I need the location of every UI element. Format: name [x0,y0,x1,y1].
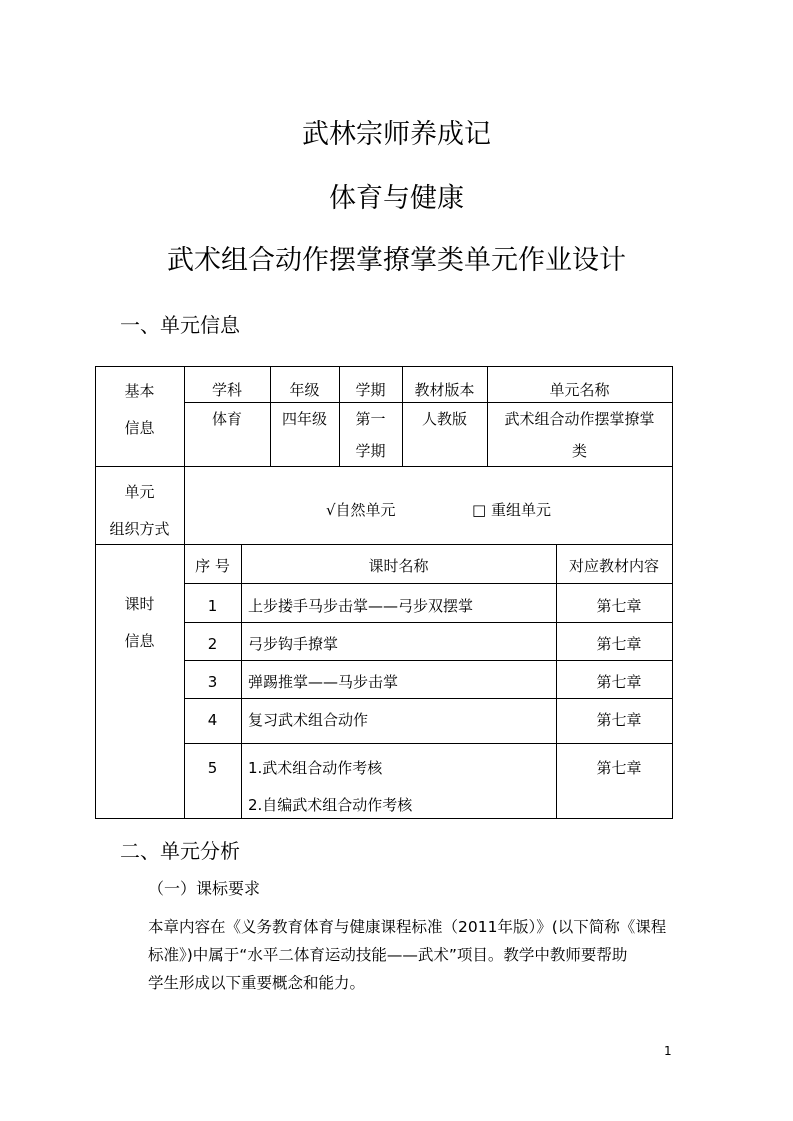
row-number: 4 [207,711,218,729]
row-content: 第七章 [596,673,642,691]
header-term: 学期 [355,381,386,399]
subject-value: 体育 [211,410,242,428]
row-number: 5 [207,759,218,777]
organization-label: 单元 [124,483,155,501]
row-lesson-name: 1.武术组合动作考核 [248,759,383,777]
edition-value: 人教版 [421,410,467,428]
header-grade: 年级 [289,381,320,399]
lessons-label: 课时 [124,595,155,613]
paragraph-line: 本章内容在《义务教育体育与健康课程标准（2011年版）》(以下简称《课程 [148,918,667,936]
document-title: 武林宗师养成记 [302,119,491,150]
header-subject: 学科 [211,381,242,399]
row-number: 1 [207,597,218,615]
row-content: 第七章 [596,597,642,615]
section-heading-unit-analysis: 二、单元分析 [120,839,240,863]
row-lesson-name: 复习武术组合动作 [248,711,369,729]
grade-value: 四年级 [281,410,327,428]
section-heading-unit-info: 一、单元信息 [120,313,240,337]
row-content: 第七章 [596,759,642,777]
row-lesson-name: 弹踢推掌——马步击掌 [248,673,399,691]
header-unit-name: 单元名称 [549,381,610,399]
row-number: 3 [207,673,218,691]
unit-name-value: 武术组合动作摆掌撩掌 [504,410,655,428]
header-content: 对应教材内容 [568,557,659,575]
row-content: 第七章 [596,711,642,729]
basic-info-label-2: 信息 [124,419,155,437]
row-lesson-name-2: 2.自编武术组合动作考核 [248,796,413,814]
row-content: 第七章 [596,635,642,653]
header-number: 序 号 [195,557,230,575]
natural-unit-option: √自然单元 [326,501,396,519]
paragraph-line: 标准》)中属于“水平二体育运动技能——武术”项目。教学中教师要帮助 [148,946,628,964]
row-number: 2 [207,635,218,653]
basic-info-label: 基本 [124,382,155,400]
term-value: 第一 [355,410,386,428]
paragraph-line: 学生形成以下重要概念和能力。 [148,974,366,992]
unit-title: 武术组合动作摆掌撩掌类单元作业设计 [167,245,626,276]
organization-label-2: 组织方式 [109,520,170,538]
header-edition: 教材版本 [414,381,475,399]
row-lesson-name: 上步搂手马步击掌——弓步双摆掌 [248,597,474,615]
row-lesson-name: 弓步钩手撩掌 [248,635,339,653]
page-number: 1 [664,1044,672,1058]
unit-name-value-2: 类 [571,442,587,460]
regroup-unit-option: □ 重组单元 [472,501,551,519]
term-value-2: 学期 [355,442,386,460]
header-lesson-name: 课时名称 [368,557,429,575]
subject-title: 体育与健康 [329,183,464,214]
subsection-heading: （一）课标要求 [148,879,261,898]
lessons-label-2: 信息 [124,632,155,650]
